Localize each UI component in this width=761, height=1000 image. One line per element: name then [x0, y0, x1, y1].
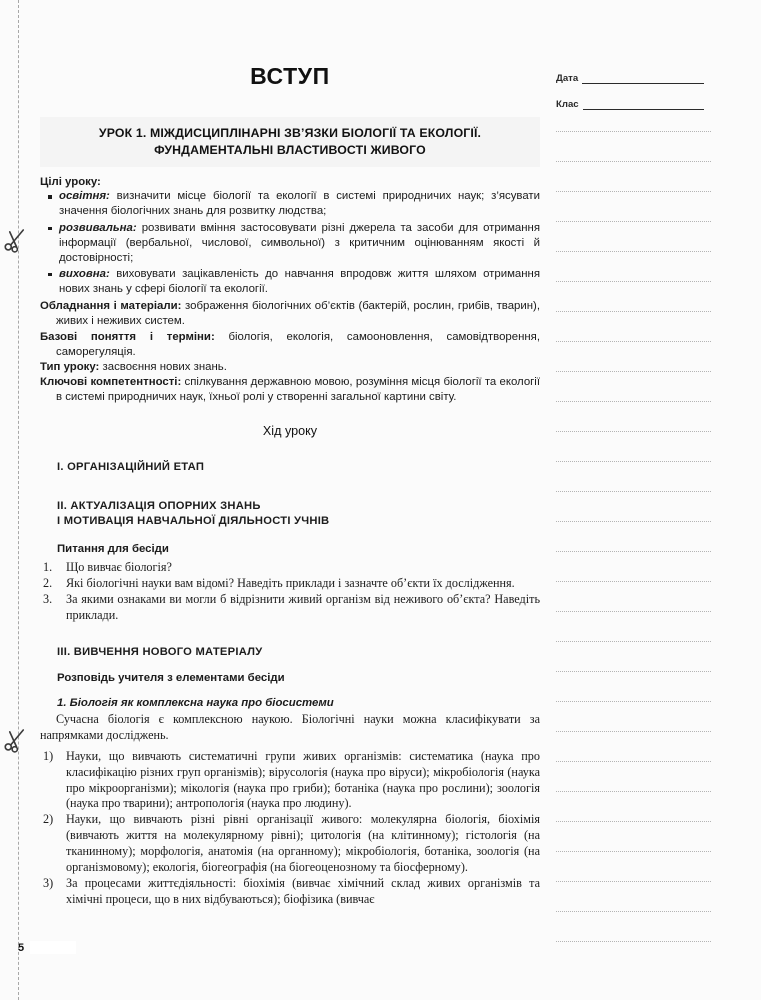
goals-section	[40, 176, 540, 297]
note-line[interactable]	[556, 251, 711, 252]
list-item-number: 1)	[43, 748, 54, 763]
goal-text: розвивати вміння застосовувати різні джерела та засоби для отримання інформації (вербальної, числової, символьної) з критичним оцінюванням якості й достовірності;	[59, 221, 540, 264]
goal-item	[40, 267, 540, 297]
meta-text: зображення біологічних об’єктів (бактерій, рослин, грибів, тварин), живих і неживих систем.	[56, 300, 540, 328]
list-item	[40, 812, 540, 876]
lesson-heading-line-2: ФУНДАМЕНТАЛЬНІ ВЛАСТИВОСТІ ЖИВОГО	[154, 142, 426, 157]
list-item	[40, 592, 540, 624]
stage-heading-organizational: I. ОРГАНІЗАЦІЙНИЙ ЕТАП	[57, 461, 205, 474]
note-line[interactable]	[556, 791, 711, 792]
list-item	[40, 749, 540, 813]
list-item-number: 3)	[43, 876, 54, 891]
discussion-questions-list	[40, 560, 540, 624]
goal-item	[40, 221, 540, 266]
list-item	[40, 876, 540, 908]
science-classification-list	[40, 749, 540, 909]
questions-heading: Питання для бесіди	[57, 543, 169, 556]
goal-text: визначити місце біології та екології в системі природничих наук; з’ясувати значення біологічних знань для розвитку людства;	[59, 190, 540, 218]
list-item-text: Науки, що вивчають різні рівні організації живого: молекулярна біологія, біохімія (вивчають життя на молекулярному рівні); цитологія (на клітинному); гістологія (на тканинному); морфологія, анатомія (на органному); мікробіологія, ботаніка, зоологія (на організмовому); екологія, біогеографія (на біогеоценозному та біосферному).	[66, 812, 540, 875]
lesson-meta-section	[40, 299, 540, 405]
list-item-text: Науки, що вивчають систематичні групи живих організмів: систематика (наука про класифікацію різних груп організмів); вірусологія (наука про віруси); мікробіологія (наука про мікроорганізми); мікологія (наука про гриби); ботаніка (наука про рослини); зоологія (наука про тварини); антропологія (наука про людину).	[66, 748, 540, 811]
list-item	[40, 576, 540, 592]
page-number: 5	[18, 941, 25, 954]
cut-dashed-line	[18, 0, 19, 1000]
goal-kind: освітня:	[59, 190, 110, 203]
note-line[interactable]	[556, 581, 711, 582]
meta-text: біологія, екологія, самооновлення, самовідтворення, саморегуляція.	[56, 330, 540, 358]
notes-column	[556, 0, 716, 1000]
goal-text: виховувати зацікавленість до навчання впродовж життя шляхом отримання нових знань у сфері біології та екології.	[59, 267, 540, 296]
list-item	[40, 560, 540, 576]
meta-label: Ключові компетентності:	[40, 376, 182, 389]
goal-kind: розвивальна:	[59, 221, 137, 234]
stage-2-line-2: І МОТИВАЦІЯ НАВЧАЛЬНОЇ ДІЯЛЬНОСТІ УЧНІВ	[57, 514, 330, 527]
note-line[interactable]	[556, 281, 711, 282]
note-line[interactable]	[556, 371, 711, 372]
meta-text: засвоєння нових знань.	[99, 360, 227, 373]
meta-item	[40, 360, 540, 375]
meta-label: Обладнання і матеріали:	[40, 300, 182, 313]
note-line[interactable]	[556, 131, 711, 132]
page-title: ВСТУП	[250, 63, 330, 89]
note-line[interactable]	[556, 641, 711, 642]
date-field-label: Дата	[556, 73, 579, 84]
note-line[interactable]	[556, 731, 711, 732]
lesson-heading	[50, 125, 530, 158]
list-item-number: 2.	[43, 576, 53, 591]
meta-label: Тип уроку:	[40, 360, 100, 373]
list-item-number: 1.	[43, 560, 53, 575]
note-line[interactable]	[556, 941, 711, 942]
note-line[interactable]	[556, 851, 711, 852]
scissors-icon	[2, 225, 32, 255]
meta-item	[40, 299, 540, 329]
list-item-number: 3.	[43, 592, 53, 607]
note-line[interactable]	[556, 491, 711, 492]
note-line[interactable]	[556, 311, 711, 312]
note-line[interactable]	[556, 191, 711, 192]
note-line[interactable]	[556, 701, 711, 702]
course-of-lesson-heading: Хід уроку	[262, 424, 318, 439]
note-line[interactable]	[556, 911, 711, 912]
list-item-text: За процесами життєдіяльності: біохімія (вивчає хімічний склад живих організмів та хімічні процеси, що в них відбуваються); біофізика (вивчає	[66, 876, 540, 907]
meta-label: Базові поняття і терміни:	[40, 330, 215, 343]
note-line[interactable]	[556, 341, 711, 342]
list-item-text: За якими ознаками ви могли б відрізнити живий організм від неживого об’єкта? Наведіть приклади.	[66, 592, 540, 623]
footer-highlight-bar	[30, 941, 76, 954]
list-item-text: Які біологічні науки вам відомі? Наведіть приклади і зазначте об’єкти їх дослідження.	[66, 576, 515, 591]
class-field-label: Клас	[556, 99, 579, 110]
meta-item	[40, 375, 540, 405]
stage-heading-new-material: III. ВИВЧЕННЯ НОВОГО МАТЕРІАЛУ	[57, 646, 263, 658]
note-line[interactable]	[556, 551, 711, 552]
goals-list	[40, 189, 540, 297]
meta-text: спілкування державною мовою, розуміння місця біології та екології в системі природничих наук, їхньої ролі у створенні загальної картини світу.	[56, 376, 540, 404]
note-line[interactable]	[556, 521, 711, 522]
scissors-icon	[2, 725, 32, 755]
note-line[interactable]	[556, 401, 711, 402]
note-line[interactable]	[556, 461, 711, 462]
note-line[interactable]	[556, 161, 711, 162]
note-line[interactable]	[556, 671, 711, 672]
note-line[interactable]	[556, 821, 711, 822]
note-line[interactable]	[556, 761, 711, 762]
note-line[interactable]	[556, 611, 711, 612]
note-writing-lines[interactable]	[556, 0, 716, 1000]
main-content-column	[40, 0, 540, 1000]
teacher-story-heading: Розповідь учителя з елементами бесіди	[57, 671, 285, 684]
note-line[interactable]	[556, 221, 711, 222]
lesson-heading-line-1: УРОК 1. МІЖДИСЦИПЛІНАРНІ ЗВ’ЯЗКИ БІОЛОГІЇ ТА ЕКОЛОГІЇ.	[98, 126, 482, 140]
lesson-title-box	[40, 117, 540, 167]
meta-item	[40, 330, 540, 360]
page-footer	[18, 941, 76, 954]
note-line[interactable]	[556, 881, 711, 882]
goals-heading: Цілі уроку:	[40, 176, 101, 189]
list-item-number: 2)	[43, 812, 54, 827]
stage-2-line-1: II. АКТУАЛІЗАЦІЯ ОПОРНИХ ЗНАНЬ	[57, 499, 261, 512]
note-line[interactable]	[556, 431, 711, 432]
stage-heading-actualization	[40, 499, 540, 528]
topic-intro-paragraph: Сучасна біологія є комплексною наукою. Біологічні науки можна класифікувати за напрямками досліджень.	[40, 711, 540, 742]
list-item-text: Що вивчає біологія?	[66, 560, 172, 575]
topic-heading: 1. Біологія як комплексна наука про біосистеми	[57, 696, 334, 709]
goal-kind: виховна:	[59, 267, 110, 280]
goal-item	[40, 189, 540, 219]
